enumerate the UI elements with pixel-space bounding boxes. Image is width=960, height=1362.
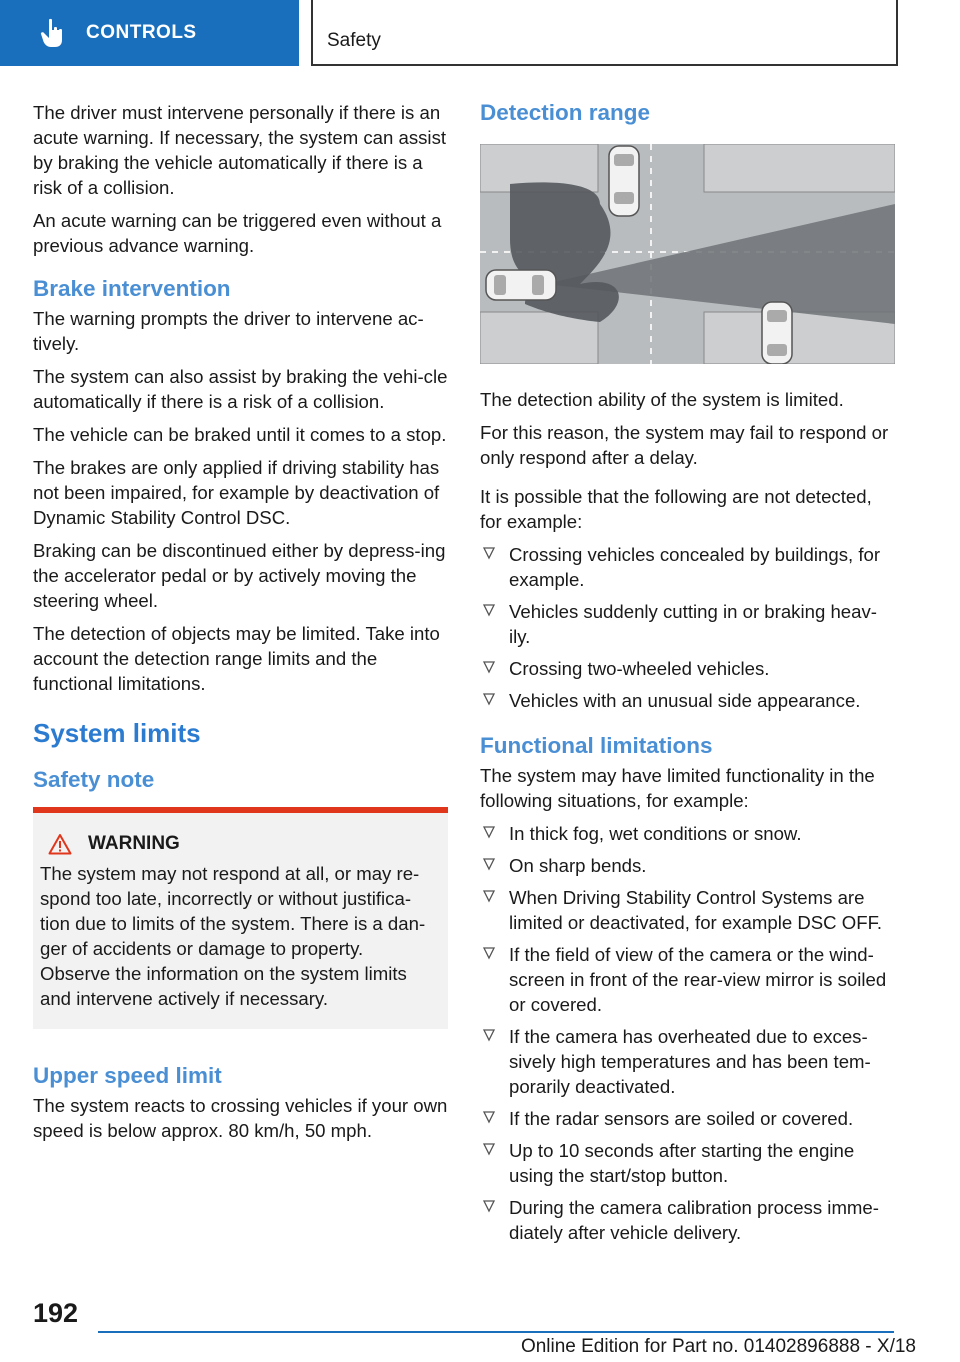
topic-header xyxy=(311,0,898,66)
upper-speed-limit-heading: Upper speed limit xyxy=(33,1063,222,1088)
triangle-bullet-icon xyxy=(482,1028,496,1042)
list-item: Crossing vehicles concealed by buildings, for example. xyxy=(480,542,898,592)
warning-box xyxy=(33,807,448,1029)
paragraph: The driver must intervene personally if there is an acute warning. If necessary, the system can assist by braking the vehicle automatically if there is a risk of a collision. xyxy=(33,102,447,198)
paragraph: The detection of objects may be limited. Take into account the detection range limits and the functional limitations. xyxy=(33,623,440,694)
own-car xyxy=(486,270,556,300)
brake-intervention-heading: Brake intervention xyxy=(33,276,231,301)
list-item: Vehicles suddenly cutting in or braking heav‐ily. xyxy=(480,599,898,649)
undetected-list xyxy=(480,542,898,713)
page-number: 192 xyxy=(33,1298,79,1328)
triangle-bullet-icon xyxy=(482,1199,496,1213)
list-item: Up to 10 seconds after starting the engine using the start/stop button. xyxy=(480,1138,898,1188)
triangle-bullet-icon xyxy=(482,603,496,617)
triangle-bullet-icon xyxy=(482,1110,496,1124)
warning-text: The system may not respond at all, or may re‐spond too late, incorrectly or without justifica‐tion due to limits of the system. There is a dan‐ger of accidents or damage to property. xyxy=(40,863,426,959)
footer-edition: Online Edition for Part no. 01402896888 - X/18 xyxy=(520,1336,916,1357)
list-item: Vehicles with an unusual side appearance. xyxy=(480,688,898,713)
triangle-bullet-icon xyxy=(482,857,496,871)
list-item: During the camera calibration process imme‐diately after vehicle delivery. xyxy=(480,1195,898,1245)
pointing-hand-icon xyxy=(40,18,66,48)
triangle-bullet-icon xyxy=(482,889,496,903)
paragraph: The system can also assist by braking the vehi‐cle automatically if there is a risk of a collision. xyxy=(33,366,448,412)
functional-limitations-heading: Functional limitations xyxy=(480,733,713,758)
footer-rule xyxy=(98,1331,894,1333)
warning-triangle-icon xyxy=(48,833,72,855)
warning-title xyxy=(40,833,440,855)
paragraph: The detection ability of the system is limited. xyxy=(480,389,844,410)
paragraph: For this reason, the system may fail to respond or only respond after a delay. xyxy=(480,422,889,468)
triangle-bullet-icon xyxy=(482,1142,496,1156)
warning-title-text: WARNING xyxy=(88,833,180,854)
list-item: If the radar sensors are soiled or covered. xyxy=(480,1106,898,1131)
paragraph: An acute warning can be triggered even without a previous advance warning. xyxy=(33,210,442,256)
detection-range-figure xyxy=(480,144,895,364)
section-tab xyxy=(0,0,299,66)
triangle-bullet-icon xyxy=(482,546,496,560)
triangle-bullet-icon xyxy=(482,692,496,706)
detection-range-heading: Detection range xyxy=(480,100,651,125)
paragraph: The system reacts to crossing vehicles if your own speed is below approx. 80 km/h, 50 mph. xyxy=(33,1095,448,1141)
right-column xyxy=(480,100,898,1255)
warning-text: Observe the information on the system limits and intervene actively if necessary. xyxy=(40,963,407,1009)
list-item: Crossing two-wheeled vehicles. xyxy=(480,656,898,681)
paragraph: It is possible that the following are not detected, for example: xyxy=(480,486,872,532)
safety-note-heading: Safety note xyxy=(33,767,155,792)
paragraph: The system may have limited functionality in the following situations, for example: xyxy=(480,765,875,811)
section-label: CONTROLS xyxy=(86,22,197,43)
list-item: If the camera has overheated due to exces‐sively high temperatures and has been tem‐porarily deactivated. xyxy=(480,1024,898,1099)
paragraph: Braking can be discontinued either by depress‐ing the accelerator pedal or by actively moving the steering wheel. xyxy=(33,540,446,611)
list-item: If the field of view of the camera or the wind‐screen in front of the rear-view mirror is soiled or covered. xyxy=(480,942,898,1017)
triangle-bullet-icon xyxy=(482,946,496,960)
system-limits-heading: System limits xyxy=(33,718,201,748)
list-item: On sharp bends. xyxy=(480,853,898,878)
topic-label: Safety xyxy=(327,30,381,51)
crossing-car-bottom xyxy=(762,302,792,364)
triangle-bullet-icon xyxy=(482,660,496,674)
paragraph: The warning prompts the driver to intervene ac‐tively. xyxy=(33,308,424,354)
list-item: In thick fog, wet conditions or snow. xyxy=(480,821,898,846)
triangle-bullet-icon xyxy=(482,825,496,839)
limitations-list xyxy=(480,821,898,1245)
paragraph: The vehicle can be braked until it comes to a stop. xyxy=(33,424,447,445)
list-item: When Driving Stability Control Systems are limited or deactivated, for example DSC OFF. xyxy=(480,885,898,935)
left-column xyxy=(33,100,448,1151)
crossing-car-top xyxy=(609,146,639,216)
paragraph: The brakes are only applied if driving stability has not been impaired, for example by deactivation of Dynamic Stability Control DSC. xyxy=(33,457,440,528)
